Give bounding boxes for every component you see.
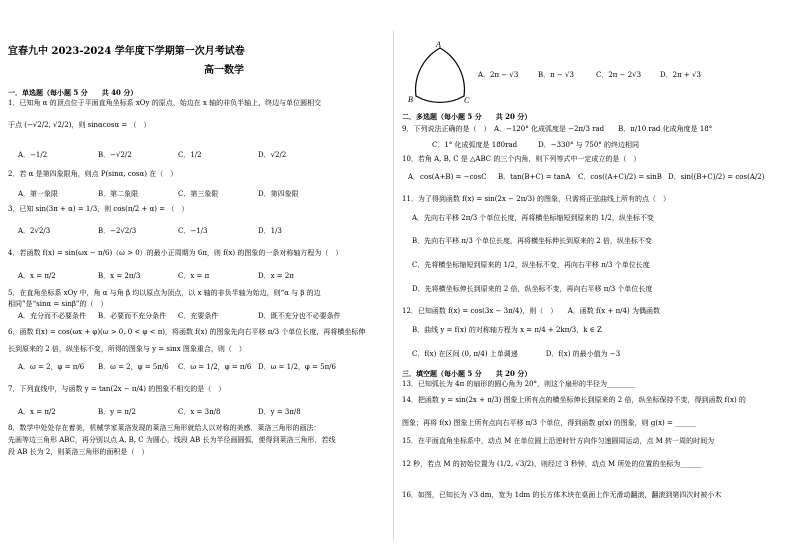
q7-option-a: A．x = π/2: [18, 408, 56, 416]
question-7: 7．下列直线中，与函数 y = tan(2x − π/4) 的图象不相交的是（ ）: [8, 385, 226, 393]
q8-option-d: D．2π + √3: [660, 71, 701, 79]
q11-option-c: C．先将横坐标缩短到原来的 1/2，纵坐标不变，再向右平移 π/3 个单位长度: [412, 261, 650, 269]
section-single-choice: 一．单选题（每小题 5 分 共 40 分）: [8, 88, 138, 97]
q10-option-b: B．tan(B+C) = tanA: [498, 173, 571, 181]
q2-option-d: D．第四象限: [258, 190, 299, 198]
question-13: 13．已知弧长为 4π 的扇形的圆心角为 20°，则这个扇形的半径为________: [402, 380, 636, 388]
q7-option-b: B．y = π/2: [98, 408, 136, 416]
reuleaux-triangle-figure: [402, 40, 478, 106]
q7-option-c: C．x = 3π/8: [178, 408, 221, 416]
question-16: 16．如图，已知长为 √3 dm，宽为 1dm 的长方体木块在桌面上作无滑动翻滚，翻滚到第四次时被小木: [402, 491, 722, 499]
q3-option-d: D．1/3: [258, 227, 282, 235]
q10-option-a: A．cos(A+B) = −cosC: [408, 173, 487, 181]
question-10: 10．若角 A, B, C 是 △ABC 的三个内角，则下列等式中一定成立的是（ ）: [402, 155, 641, 163]
q10-option-c: C．cos((A+C)/2) = sinB: [578, 173, 662, 181]
q5-option-a: A．充分而不必要条件: [18, 312, 87, 320]
question-2: 2．若 α 是第四象限角，则点 P(sinα, cosα) 在（ ）: [8, 170, 178, 178]
question-14-line1: 14．把函数 y = sin(2x + π/3) 图象上所有点的横坐标伸长到原来的 2 倍，纵坐标保持不变，得到函数 f(x) 的: [402, 396, 746, 404]
q2-option-a: A．第一象限: [18, 190, 59, 198]
q4-option-c: C．x = π: [178, 272, 210, 280]
q1-option-b: B．−√2/2: [98, 151, 132, 159]
q6-option-a: A．ω = 2，φ = π/6: [18, 363, 85, 371]
q2-option-c: C．第三象限: [178, 190, 219, 198]
question-12: 12．已知函数 f(x) = cos(3x − 3π/4)，则（ ） A．函数 f(x + π/4) 为偶函数: [402, 307, 660, 315]
question-5-line1: 5．在直角坐标系 xOy 中，角 α 与角 β 均以原点为顶点，以 x 轴的非负半轴为始边，则“α 与 β 的边: [8, 289, 321, 297]
q3-option-a: A．2√2/3: [18, 227, 51, 235]
exam-subject: 高一数学: [204, 65, 244, 76]
q4-option-d: D．x = 2π: [258, 272, 294, 280]
question-6-line2: 长到原来的 2 倍，纵坐标不变，所得的图象与 y = sinx 图象重合，则（ ）: [8, 345, 246, 353]
question-5-line2: 相同”是“sinα = sinβ”的（ ）: [8, 300, 108, 308]
question-6-line1: 6．函数 f(x) = cos(ωx + φ)(ω > 0, 0 < φ < π)，将函数 f(x) 的图象先向右平移 π/3 个单位长度，再将横坐标伸: [8, 328, 366, 336]
question-14-line2: 图象；再将 f(x) 图象上所有点向右平移 π/3 个单位，得到函数 g(x) 的图象，则 g(x) = ______: [402, 419, 697, 427]
section-fill-blank: 三．填空题（每小题 5 分 共 20 分）: [402, 369, 532, 378]
q4-option-b: B．x = 2π/3: [98, 272, 141, 280]
q2-option-b: B．第二象限: [98, 190, 139, 198]
q12-options-cd: C．f(x) 在区间 (0, π/4) 上单调递 D．f(x) 的最小值为 −3: [412, 350, 621, 358]
q12-option-b: B．曲线 y = f(x) 的对称轴方程为 x = π/4 + 2kπ/3，k ∈ Z: [412, 326, 602, 334]
q8-option-a: A．2π − √3: [478, 71, 519, 79]
q1-option-a: A．−1/2: [18, 151, 48, 159]
q11-option-a: A．先向右平移 2π/3 个单位长度，再将横坐标缩短到原来的 1/2，纵坐标不变: [412, 214, 654, 222]
question-1-line2: 于点 (−√2/2, √2/2)，则 sinαcosα = （ ）: [8, 121, 151, 129]
column-divider: [393, 30, 394, 540]
q6-option-d: D．ω = 1/2，φ = 5π/6: [258, 363, 336, 371]
section-multi-choice: 二．多选题（每小题 5 分 共 20 分）: [402, 112, 532, 121]
q10-option-d: D．sin((B+C)/2) = cos(A/2): [668, 173, 765, 181]
vertex-a-label: A: [436, 40, 441, 49]
q4-option-a: A．x = π/2: [18, 272, 56, 280]
q11-option-b: B．先向右平移 π/3 个单位长度，再将横坐标伸长到原来的 2 倍，纵坐标不变: [412, 237, 652, 245]
question-8-line1: 8．数学中处处存在着美，机械学家莱洛发现的莱洛三角形就给人以对称的美感．莱洛三角形的画法：: [8, 424, 321, 432]
question-15-line2: 12 秒，若点 M 的初始位置为 (1/2, √3/2)，则经过 3 秒钟，动点 M 所处的位置的坐标为______: [402, 460, 702, 468]
q1-option-c: C．1/2: [178, 151, 202, 159]
question-8-line3: 段 AB 长为 2，则莱洛三角形的面积是（ ）: [8, 448, 149, 456]
q6-option-c: C．ω = 1/2，φ = π/6: [178, 363, 252, 371]
question-9: 9．下列说法正确的是（ ） A．−120° 化成弧度是 −2π/3 rad B．π/10 rad 化成角度是 18°: [402, 125, 713, 133]
q6-option-b: B．ω = 2，φ = 5π/6: [98, 363, 169, 371]
q5-option-b: B．必要而不充分条件: [98, 312, 167, 320]
question-1-line1: 1．已知角 α 的顶点位于平面直角坐标系 xOy 的原点，始边在 x 轴的非负半轴上，终边与单位圆相交: [8, 99, 322, 107]
question-9-options: C．1° 化成弧度是 180rad D．−330° 与 750° 的终边相同: [432, 141, 639, 149]
question-3: 3．已知 sin(3π + α) = 1/3，则 cos(π/2 + α) = （ ）: [8, 205, 189, 213]
exam-title: 宜春九中 2023-2024 学年度下学期第一次月考试卷: [8, 46, 245, 57]
q11-option-d: D．先将横坐标伸长到原来的 2 倍，纵坐标不变，再向右平移 π/3 个单位长度: [412, 285, 653, 293]
q5-option-d: D．既不充分也不必要条件: [258, 312, 341, 320]
vertex-c-label: C: [464, 96, 470, 105]
q7-option-d: D．y = 3π/8: [258, 408, 301, 416]
q1-option-d: D．√2/2: [258, 151, 287, 159]
q3-option-b: B．−2√2/3: [98, 227, 137, 235]
q5-option-c: C．充要条件: [178, 312, 219, 320]
question-15-line1: 15．在平面直角坐标系中，动点 M 在单位圆上沿逆时针方向作匀速圆周运动，点 M 转一周的时间为: [402, 437, 715, 445]
q8-option-b: B．π − √3: [538, 71, 574, 79]
question-11: 11．为了得到函数 f(x) = sin(2x − 2π/3) 的图象，只需将正弦曲线上所有的点（ ）: [402, 195, 671, 203]
question-4: 4．若函数 f(x) = sin(ωx − π/6)（ω > 0）的最小正周期为 6π，则 f(x) 的图象的一条对称轴方程为（ ）: [8, 249, 343, 257]
question-8-line2: 先画等边三角形 ABC，再分别以点 A, B, C 为圆心，线段 AB 长为半径画圆弧，便得到莱洛三角形．若线: [8, 436, 336, 444]
q3-option-c: C．−1/3: [178, 227, 208, 235]
q8-option-c: C．2π − 2√3: [596, 71, 642, 79]
vertex-b-label: B: [408, 95, 413, 104]
